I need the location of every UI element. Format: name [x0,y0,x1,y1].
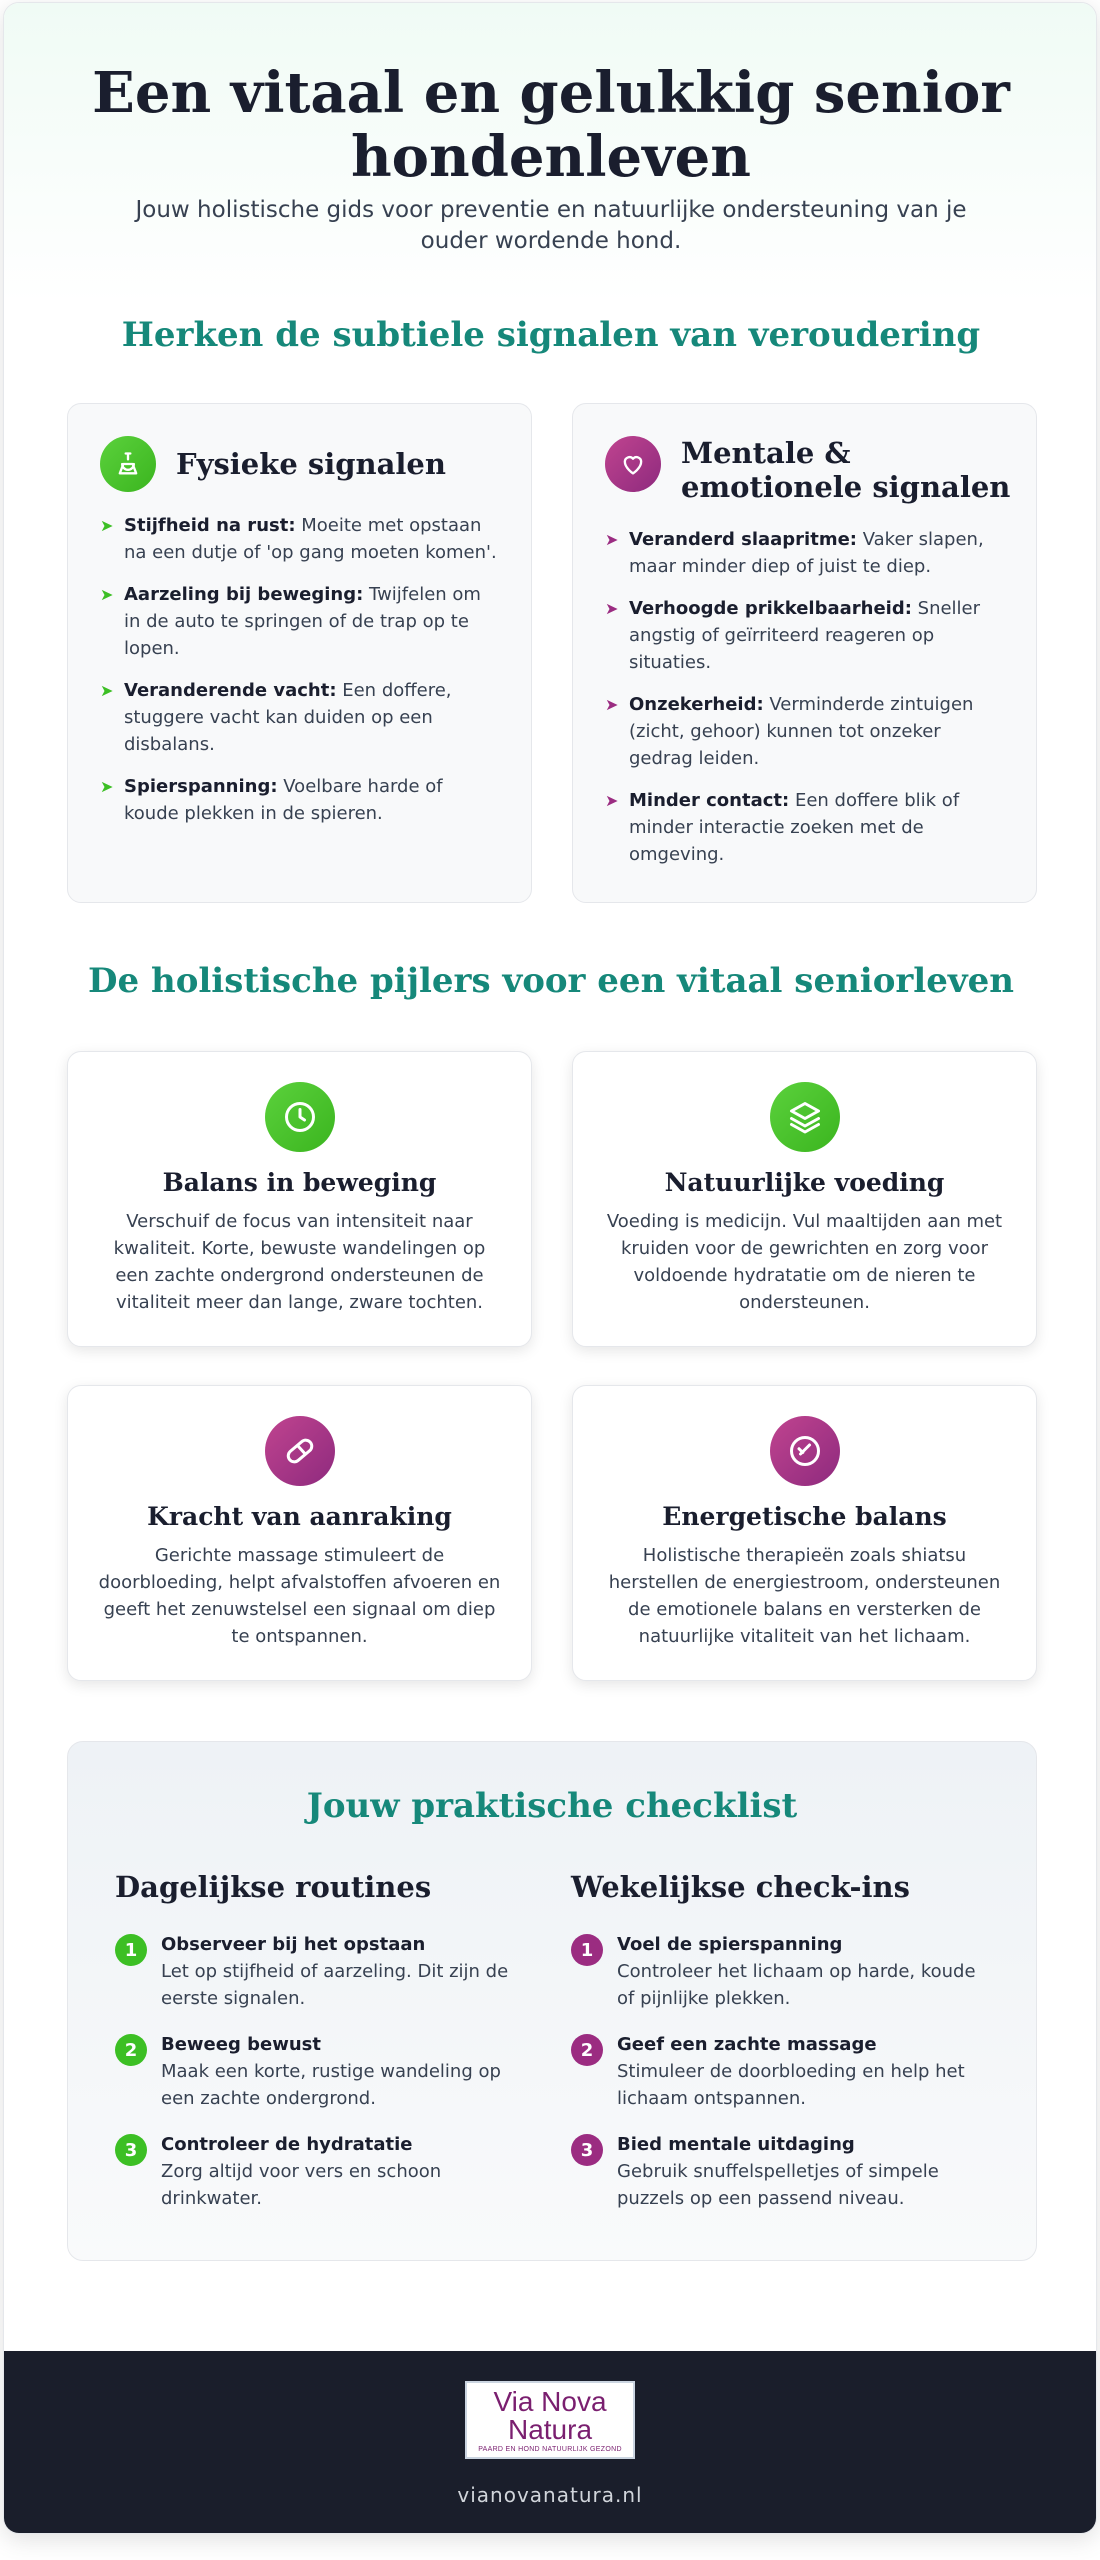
checklist-item [571,2032,991,2112]
arrow-icon: ➤ [605,791,619,810]
footer [4,2351,1096,2533]
step-number: 2 [571,2034,603,2066]
physical-signals-title: Fysieke signalen [176,447,446,481]
check-desc: Let op stijfheid of aarzeling. Dit zijn de eerste signalen. [161,1961,509,2009]
infographic-page [3,2,1097,2534]
mental-signals-list [605,526,1006,883]
mental-signals-header [605,436,1041,504]
check-head: Controleer de hydratatie [161,2134,413,2155]
pillar-title: Energetische balans [662,1502,947,1531]
check-head: Beweeg bewust [161,2034,321,2055]
pillar-card-nutrition [572,1051,1037,1347]
page-title: Een vitaal en gelukkig senior hondenleven [92,60,1010,190]
heart-icon [605,436,661,492]
signals-section-title: Herken de subtiele signalen van veroudering [121,315,981,355]
step-number: 2 [115,2034,147,2066]
list-item: ➤ Aarzeling bij beweging: Twijfelen om in de auto te springen of de trap op te lopen. [124,581,501,662]
checklist-item [115,2132,535,2212]
check-desc: Stimuleer de doorbloeding en help het lichaam ontspannen. [617,2061,965,2109]
step-number: 3 [115,2134,147,2166]
layers-icon [770,1082,840,1152]
daily-routines-title: Dagelijkse routines [115,1870,432,1904]
pillar-title: Kracht van aanraking [147,1502,452,1531]
brand-logo[interactable] [465,2381,635,2459]
check-desc: Gebruik snuffelspelletjes of simpele puzzels op een passend niveau. [617,2161,939,2209]
list-item: ➤ Onzekerheid: Verminderde zintuigen (zicht, gehoor) kunnen tot onzeker gedrag leiden. [629,691,1006,772]
gauge-icon [770,1416,840,1486]
check-head: Geef een zachte massage [617,2034,877,2055]
step-number: 1 [571,1934,603,1966]
mental-signals-card [572,403,1037,903]
list-item: ➤ Stijfheid na rust: Moeite met opstaan na een dutje of 'op gang moeten komen'. [124,512,501,566]
arrow-icon: ➤ [100,516,114,535]
physical-signals-header [100,436,446,492]
pillar-card-touch [67,1385,532,1681]
pill-icon [265,1416,335,1486]
physical-signals-list [100,512,501,842]
list-item: ➤ Veranderende vacht: Een doffere, stuggere vacht kan duiden op een disbalans. [124,677,501,758]
logo-line1: Via Nova [493,2386,607,2417]
checklist-box [67,1741,1037,2261]
list-item: ➤ Verhoogde prikkelbaarheid: Sneller angstig of geïrriteerd reageren op situaties. [629,595,1006,676]
checklist-title: Jouw praktische checklist [306,1786,798,1826]
arrow-icon: ➤ [100,777,114,796]
checklist-item [115,2032,535,2112]
pillar-card-energy [572,1385,1037,1681]
check-desc: Controleer het lichaam op harde, koude of pijnlijke plekken. [617,1961,976,2009]
pillar-card-movement [67,1051,532,1347]
checklist-item [115,1932,535,2012]
pillar-text: Verschuif de focus van intensiteit naar kwaliteit. Korte, bewuste wandelingen op een zachte ondergrond ondersteunen de vitaliteit meer dan lange, zware tochten. [113,1211,486,1313]
list-item: ➤ Minder contact: Een doffere blik of minder interactie zoeken met de omgeving. [629,787,1006,868]
pillar-text: Holistische therapieën zoals shiatsu herstellen de energiestroom, ondersteunen de emotionele balans en versterken de natuurlijke vitaliteit van het lichaam. [608,1545,1001,1647]
checklist-item [571,2132,991,2212]
physical-signals-card [67,403,532,903]
step-number: 1 [115,1934,147,1966]
step-number: 3 [571,2134,603,2166]
arrow-icon: ➤ [605,530,619,549]
pillars-section-title: De holistische pijlers voor een vitaal seniorleven [88,961,1014,1001]
mental-signals-title: Mentale & emotionele signalen [681,436,1011,504]
pillar-text: Gerichte massage stimuleert de doorbloeding, helpt afvalstoffen afvoeren en geeft het zenuwstelsel een signaal om diep te ontspannen. [98,1545,501,1647]
arrow-icon: ➤ [605,695,619,714]
arrow-icon: ➤ [605,599,619,618]
page-subtitle: Jouw holistische gids voor preventie en natuurlijke ondersteuning van je ouder wordende hond. [135,197,967,254]
logo-line2: Natura [507,2414,593,2445]
list-item: ➤ Veranderd slaapritme: Vaker slapen, maar minder diep of juist te diep. [629,526,1006,580]
check-head: Observeer bij het opstaan [161,1934,426,1955]
pillar-title: Natuurlijke voeding [664,1168,945,1197]
check-desc: Maak een korte, rustige wandeling op een zachte ondergrond. [161,2061,501,2109]
flask-icon [100,436,156,492]
weekly-checkins-title: Wekelijkse check-ins [571,1870,910,1904]
check-desc: Zorg altijd voor vers en schoon drinkwater. [161,2161,442,2209]
check-head: Bied mentale uitdaging [617,2134,855,2155]
pillar-title: Balans in beweging [162,1168,437,1197]
logo-tagline: PAARD EN HOND NATUURLIJK GEZOND [478,2446,622,2453]
clock-icon [265,1082,335,1152]
pillar-text: Voeding is medicijn. Vul maaltijden aan met kruiden voor de gewrichten en zorg voor voldoende hydratatie om de nieren te ondersteunen. [606,1211,1003,1313]
check-head: Voel de spierspanning [617,1934,843,1955]
checklist-item [571,1932,991,2012]
arrow-icon: ➤ [100,585,114,604]
list-item: ➤ Spierspanning: Voelbare harde of koude plekken in de spieren. [124,773,501,827]
footer-website-link[interactable]: vianovanatura.nl [457,2483,643,2507]
arrow-icon: ➤ [100,681,114,700]
